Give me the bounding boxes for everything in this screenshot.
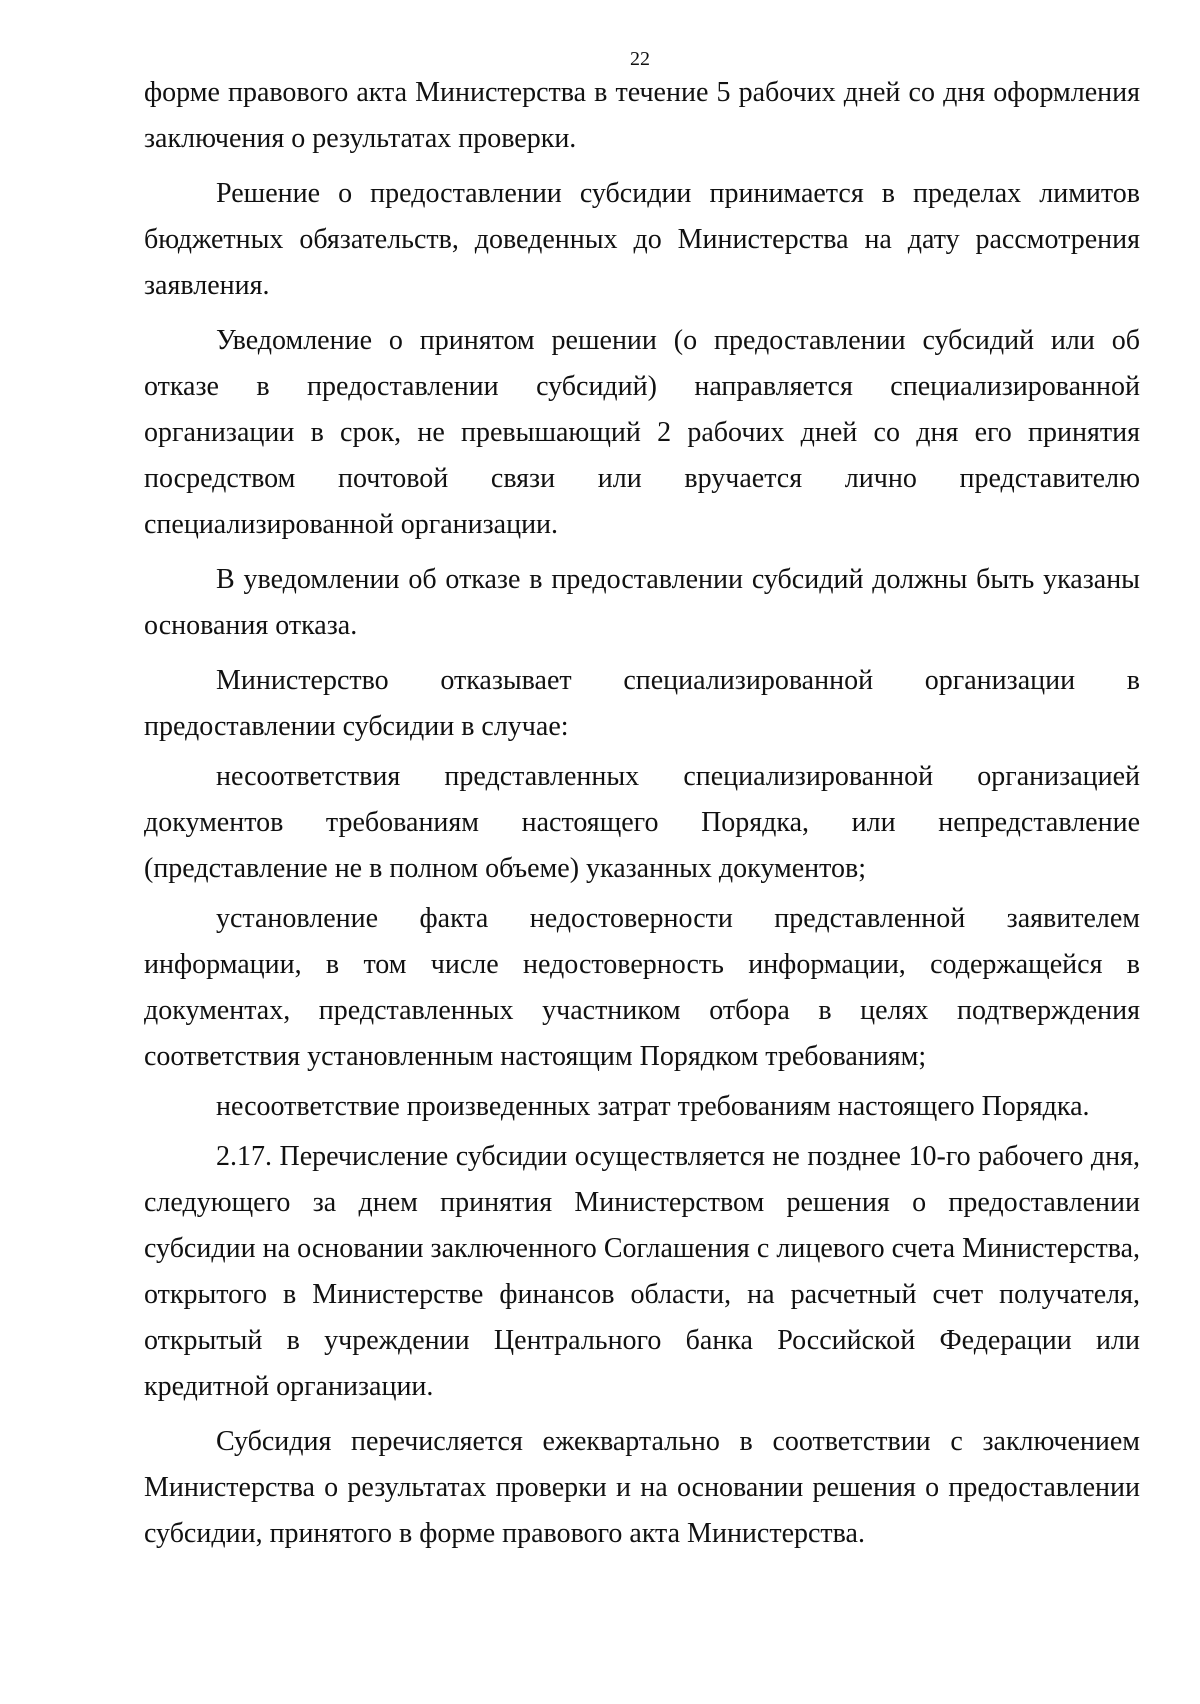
page-number: 22 bbox=[630, 48, 650, 70]
list-item-unreliable-information: установление факта недостоверности представленной заявителем информации, в том числе недостоверность информации, содержащейся в документах, представленных участником отбора в целях подтверждения соответствия установленным настоящим Порядком требованиям; bbox=[144, 903, 1140, 1072]
paragraph-quarterly-transfer: Субсидия перечисляется ежеквартально в соответствии с заключением Министерства о результатах проверки и на основании решения о предоставлении субсидии, принятого в форме правового акта Министерства. bbox=[144, 1426, 1140, 1549]
paragraph-notification: Уведомление о принятом решении (о предоставлении субсидий или об отказе в предоставлении субсидий) направляется специализированной организации в срок, не превышающий 2 рабочих дней со дня его принятия посредством почтовой связи или вручается лично представителю специализированной организации. bbox=[144, 325, 1140, 540]
paragraph-section-2-17: 2.17. Перечисление субсидии осуществляется не позднее 10-го рабочего дня, следующего за днем принятия Министерством решения о предоставлении субсидии на основании заключенного Соглашения с лицевого счета Министерства, открытого в Министерстве финансов области, на расчетный счет получателя, открытый в учреждении Центрального банка Российской Федерации или кредитной организации. bbox=[144, 1141, 1140, 1402]
paragraph-continuation: форме правового акта Министерства в течение 5 рабочих дней со дня оформления заключения о результатах проверки. bbox=[144, 77, 1140, 154]
paragraph-refusal-cases: Министерство отказывает специализированной организации в предоставлении субсидии в случае: bbox=[144, 665, 1140, 742]
paragraph-refusal-grounds: В уведомлении об отказе в предоставлении субсидий должны быть указаны основания отказа. bbox=[144, 564, 1140, 641]
list-item-nonconformity-costs: несоответствие произведенных затрат требованиям настоящего Порядка. bbox=[216, 1091, 1090, 1122]
document-body bbox=[144, 70, 1140, 1557]
paragraph-decision-limits: Решение о предоставлении субсидии принимается в пределах лимитов бюджетных обязательств, доведенных до Министерства на дату рассмотрения заявления. bbox=[144, 178, 1140, 301]
list-item-nonconformity-documents: несоответствия представленных специализированной организацией документов требованиям настоящего Порядка, или непредставление (представление не в полном объеме) указанных документов; bbox=[144, 761, 1140, 884]
